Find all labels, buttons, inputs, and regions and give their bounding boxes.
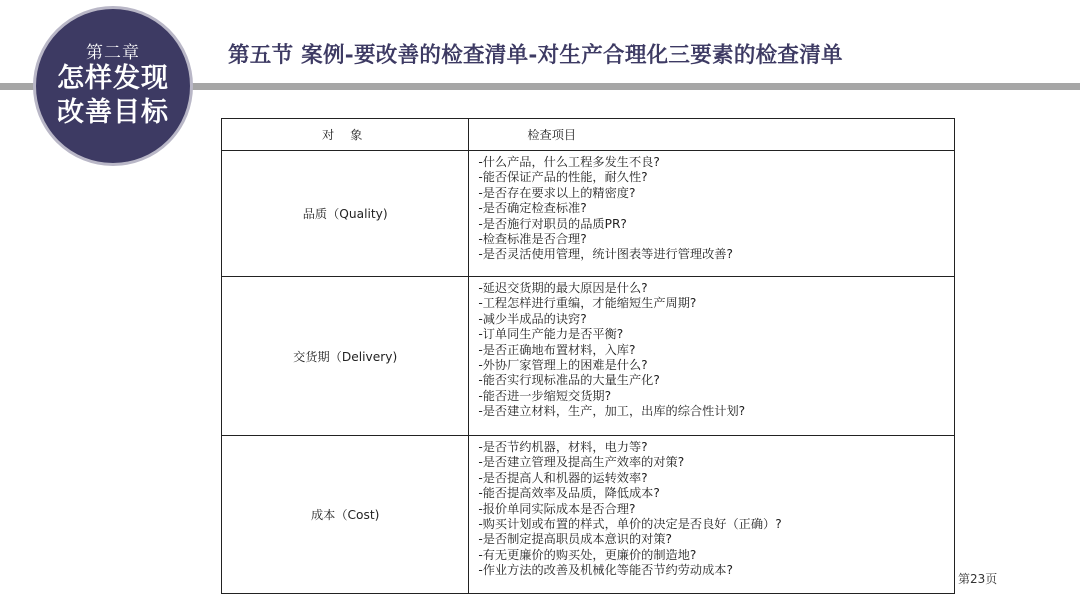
chapter-title-line1: 怎样发现 [57,63,169,94]
chapter-title [36,62,190,130]
check-item: - 能否实行现标准品的大量生产化? [478,373,954,388]
check-item: - 能否保证产品的性能，耐久性? [478,170,954,185]
table-row-delivery [222,277,955,436]
items-cell-delivery [469,277,955,436]
check-item: - 外协厂家管理上的困难是什么? [478,358,954,373]
table-row-quality [222,151,955,277]
object-cell-cost: 成本（Cost) [222,436,469,594]
check-item: - 能否进一步缩短交货期? [478,389,954,404]
chapter-badge [33,6,193,166]
table-row-cost [222,436,955,594]
check-item: - 有无更廉价的购买处，更廉价的制造地? [478,548,954,563]
check-item: - 减少半成品的诀窍? [478,312,954,327]
check-item: - 购买计划或布置的样式，单价的决定是否良好（正确）? [478,517,954,532]
check-item: - 是否制定提高职员成本意识的对策? [478,532,954,547]
check-item: - 是否节约机器，材料，电力等? [478,440,954,455]
check-item: - 报价单同实际成本是否合理? [478,502,954,517]
check-item: - 是否灵活使用管理，统计图表等进行管理改善? [478,247,954,262]
checklist-table [221,118,955,594]
check-item: - 检查标准是否合理? [478,232,954,247]
check-item: - 能否提高效率及品质，降低成本? [478,486,954,501]
chapter-title-line2: 改善目标 [57,97,169,128]
check-item: - 是否施行对职员的品质PR? [478,217,954,232]
check-item: - 延迟交货期的最大原因是什么? [478,281,954,296]
header-object: 对 象 [222,119,469,151]
check-item: - 什么产品，什么工程多发生不良? [478,155,954,170]
check-item: - 作业方法的改善及机械化等能否节约劳动成本? [478,563,954,578]
slide-title: 第五节 案例-要改善的检查清单-对生产合理化三要素的检查清单 [228,43,843,68]
page-number: 第23页 [958,572,998,586]
check-item: - 是否正确地布置材料，入库? [478,343,954,358]
header-items: 检查项目 [469,119,955,151]
check-item: - 是否建立管理及提高生产效率的对策? [478,455,954,470]
check-item: - 是否建立材料，生产，加工，出库的综合性计划? [478,404,954,419]
table-header-row [222,119,955,151]
object-cell-delivery: 交货期（Delivery) [222,277,469,436]
chapter-label: 第二章 [86,43,140,63]
check-item: - 订单同生产能力是否平衡? [478,327,954,342]
check-item: - 工程怎样进行重编，才能缩短生产周期? [478,296,954,311]
object-cell-quality: 品质（Quality) [222,151,469,277]
check-item: - 是否确定检查标准? [478,201,954,216]
items-cell-cost [469,436,955,594]
check-item: - 是否提高人和机器的运转效率? [478,471,954,486]
items-cell-quality [469,151,955,277]
check-item: - 是否存在要求以上的精密度? [478,186,954,201]
